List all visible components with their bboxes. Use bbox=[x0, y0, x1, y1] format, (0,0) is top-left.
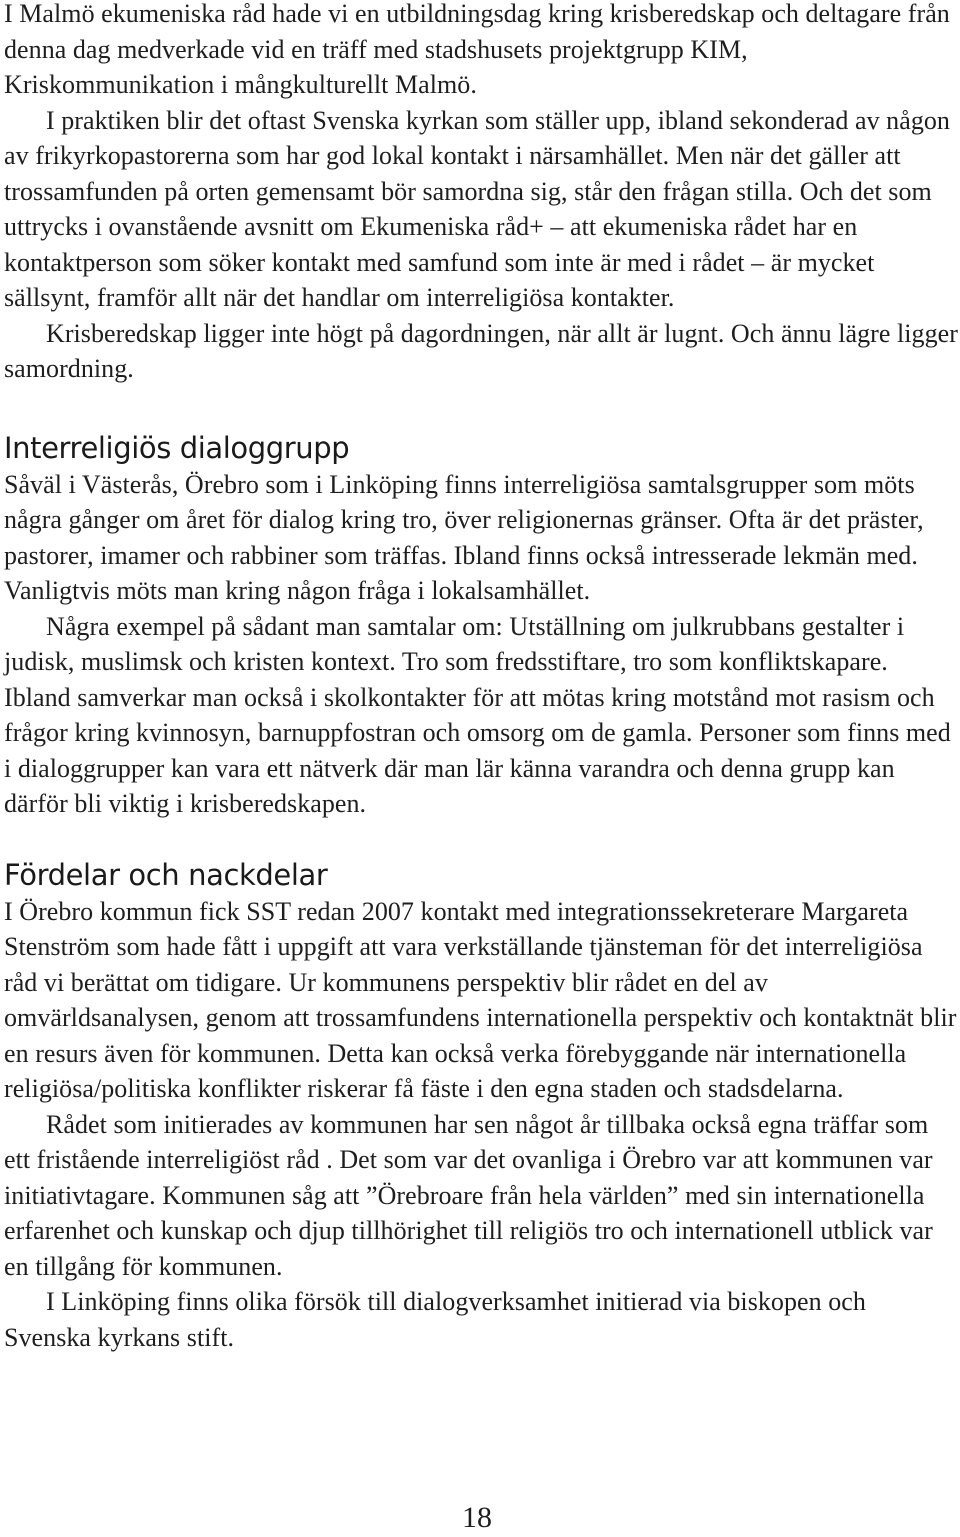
section-heading: Fördelar och nackdelar bbox=[4, 857, 328, 892]
section-heading: Interreligiös dialoggrupp bbox=[4, 430, 350, 465]
body-paragraph: I Örebro kommun fick SST redan 2007 kontakt med integrationssekreterare Margareta Stenström som hade fått i uppgift att vara verkställande tjänsteman för det interreligiösa råd vi berättat om tidigare. Ur kommunens perspektiv blir rådet en del av omvärldsanalysen, genom att trossamfundens internationella perspektiv och kontaktnät blir en resurs även för kommunen. Detta kan också verka förebyggande när internationella religiösa/politiska konflikter riskerar få fäste i den egna staden och stadsdelarna. bbox=[4, 896, 957, 1103]
body-paragraph: Några exempel på sådant man samtalar om: Utställning om julkrubbans gestalter i judisk, muslimsk och kristen kontext. Tro som fredsstiftare, tro som konfliktskapare. Ibland samverkar man också i skolkontakter för att mötas kring motstånd mot rasism och frågor kring kvinnosyn, barnuppfostran och omsorg om de gamla. Personer som finns med i dialoggrupper kan vara ett nätverk där man lär känna varandra och denna grupp kan därför bli viktig i krisberedskapen. bbox=[4, 611, 951, 818]
document-page bbox=[4, 0, 958, 1355]
body-paragraph: I praktiken blir det oftast Svenska kyrkan som ställer upp, ibland sekonderad av någon av frikyrkopastorerna som har god lokal kontakt i närsamhället. Men när det gäller att trossamfunden på orten gemensamt bör samordna sig, står den frågan stilla. Och det som uttrycks i ovanstående avsnitt om Ekumeniska råd+ – att ekumeniska rådet har en kontaktperson som söker kontakt med samfund som inte är med i rådet – är mycket sällsynt, framför allt när det handlar om interreligiösa kontakter. bbox=[4, 105, 950, 312]
body-paragraph: Rådet som initierades av kommunen har sen något år tillbaka också egna träffar som ett fristående interreligiöst råd . Det som var det ovanliga i Örebro var att kommunen var initiativtagare. Kommunen såg att ”Örebroare från hela världen” med sin internationella erfarenhet och kunskap och djup tillhörighet till religiös tro och internationell utblick var en tillgång för kommunen. bbox=[4, 1109, 933, 1281]
intro-section bbox=[4, 0, 958, 387]
page-number: 18 bbox=[462, 1501, 492, 1534]
dialog-group-section bbox=[4, 429, 958, 822]
pros-and-cons-section bbox=[4, 856, 958, 1356]
body-paragraph: I Malmö ekumeniska råd hade vi en utbildningsdag kring krisberedskap och deltagare från denna dag medverkade vid en träff med stadshusets projektgrupp KIM, Kriskommunikation i mångkulturellt Malmö. bbox=[4, 0, 950, 99]
body-paragraph: I Linköping finns olika försök till dialogverksamhet initierad via biskopen och Svenska kyrkans stift. bbox=[4, 1287, 866, 1352]
body-paragraph: Såväl i Västerås, Örebro som i Linköping finns interreligiösa samtalsgrupper som möts några gånger om året för dialog kring tro, över religionernas gränser. Ofta är det präster, pastorer, imamer och rabbiner som träffas. Ibland finns också intresserade lekmän med. Vanligtvis möts man kring någon fråga i lokalsamhället. bbox=[4, 469, 924, 605]
body-paragraph: Krisberedskap ligger inte högt på dagordningen, när allt är lugnt. Och ännu lägre ligger samordning. bbox=[4, 318, 958, 383]
